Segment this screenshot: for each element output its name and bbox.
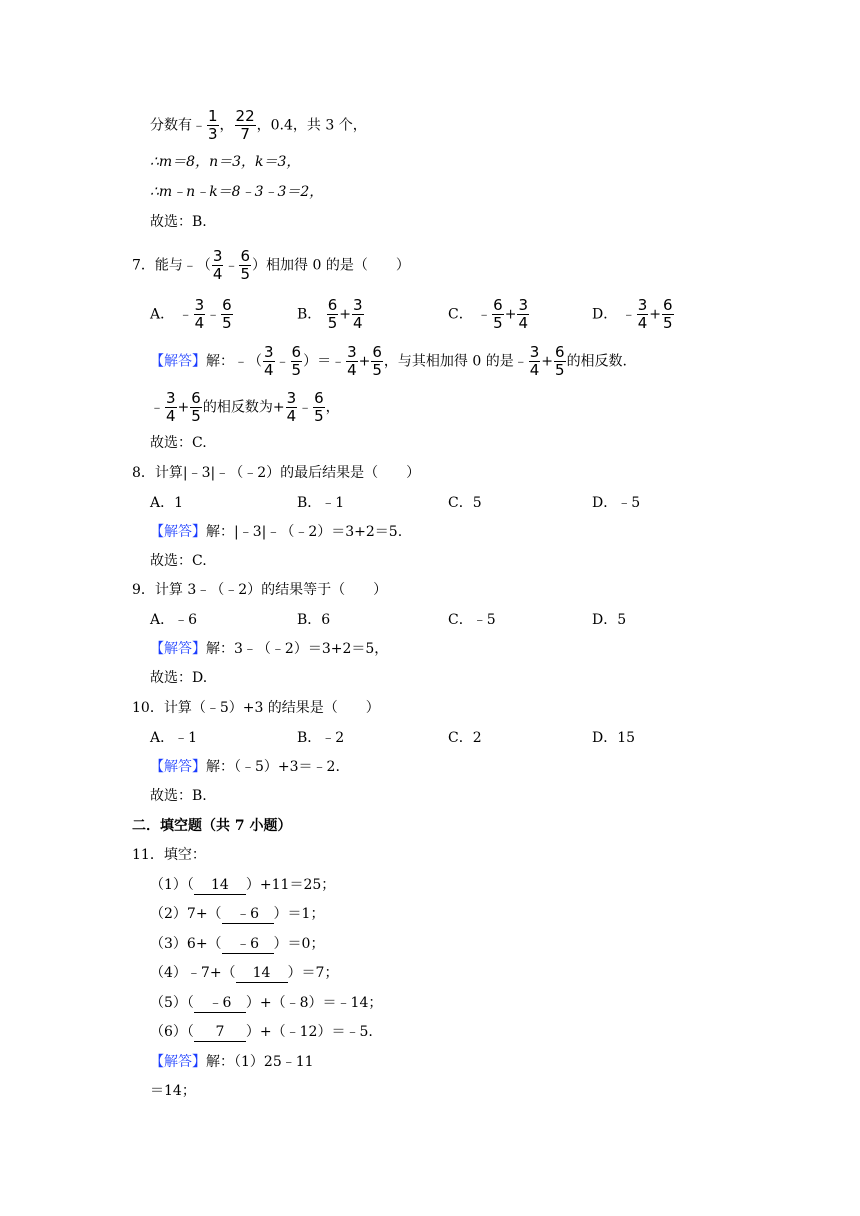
- option-a: A． ﹣ $\frac{3}{4}$ ﹣ $\frac{6}{5}$: [150, 296, 232, 332]
- fraction-one-third: $\frac{1}{3}$: [208, 107, 218, 143]
- fill-item-3: （3）6+（ ﹣6 ）＝0；: [150, 936, 325, 952]
- option-a: A．1: [150, 495, 184, 511]
- fraction-22-7: $\frac{22}{7}$: [235, 107, 255, 143]
- solution-line: ﹣ $\frac{3}{4}$ + $\frac{6}{5}$ 的相反数为+ $\frac{3}{4}$ ﹣ $\frac{6}{5}$ ，: [150, 389, 340, 425]
- answer-choice: 故选：C.: [150, 435, 207, 451]
- solution-tag: 【解答】: [150, 641, 206, 657]
- option-b: B．﹣1: [297, 495, 345, 511]
- fraction-list-line: 分数有﹣ $\frac{1}{3}$ ， $\frac{22}{7}$ ，0.4，共 3 个，: [150, 107, 367, 143]
- question-7-stem: 7．能与﹣（ $\frac{3}{4}$ ﹣ $\frac{6}{5}$ ）相加得 0 的是（ ）: [132, 247, 410, 283]
- fill-item-4: （4）﹣7+（ 14 ）＝7；: [150, 965, 339, 981]
- option-c: C．﹣5: [448, 612, 496, 628]
- option-b: B．6: [297, 612, 331, 628]
- solution-tag: 【解答】: [150, 524, 206, 540]
- answer-choice: 故选：B.: [150, 788, 207, 804]
- solution-line: 【解答】解：3﹣（﹣2）＝3+2＝5，: [150, 641, 389, 657]
- fill-item-2: （2）7+（ ﹣6 ）＝1；: [150, 906, 325, 922]
- solution-line: ∴m＝8，n＝3，k＝3，: [150, 154, 301, 170]
- fill-item-6: （6）（ 7 ）+（﹣12）＝﹣5.: [150, 1024, 373, 1040]
- option-d: D． ﹣ $\frac{3}{4}$ + $\frac{6}{5}$: [592, 296, 673, 332]
- answer-choice: 故选：B.: [150, 214, 207, 230]
- solution-line: 【解答】解：（﹣5）+3＝﹣2.: [150, 759, 340, 775]
- answer-blank: 7: [194, 1023, 246, 1042]
- solution-tag: 【解答】: [150, 759, 206, 775]
- option-c: C．5: [448, 495, 482, 511]
- option-d: D．15: [592, 730, 636, 746]
- solution-line: 【解答】解：﹣（ $\frac{3}{4}$ ﹣ $\frac{6}{5}$ ）＝﹣ $\frac{3}{4}$ + $\frac{6}{5}$ ，与其相加得 0 的是﹣ $\frac{3}{4}$ + $\frac{6}{5}$ 的相反数.: [150, 343, 628, 379]
- solution-tag: 【解答】: [150, 353, 206, 370]
- question-9-stem: 9．计算 3﹣（﹣2）的结果等于（ ）: [132, 582, 388, 598]
- option-a: A．﹣1: [150, 730, 198, 746]
- solution-tag: 【解答】: [150, 1054, 206, 1070]
- question-11-stem: 11．填空：: [132, 847, 206, 863]
- question-10-stem: 10．计算（﹣5）+3 的结果是（ ）: [132, 700, 380, 716]
- fill-item-1: （1）（ 14 ）+11＝25；: [150, 877, 336, 893]
- option-a: A．﹣6: [150, 612, 198, 628]
- solution-line: 【解答】解：（1）25﹣11: [150, 1054, 314, 1070]
- solution-line: ∴m﹣n﹣k＝8﹣3﹣3＝2，: [150, 184, 324, 200]
- answer-blank: 14: [194, 876, 246, 895]
- answer-choice: 故选：C.: [150, 553, 207, 569]
- answer-blank: 14: [236, 964, 288, 983]
- answer-blank: ﹣6: [222, 905, 274, 924]
- option-c: C．2: [448, 730, 482, 746]
- question-8-stem: 8．计算|﹣3|﹣（﹣2）的最后结果是（ ）: [132, 465, 421, 481]
- section-title: 二．填空题（共 7 小题）: [132, 818, 292, 834]
- solution-line: ＝14；: [150, 1083, 196, 1099]
- answer-blank: ﹣6: [194, 994, 246, 1013]
- option-d: D．5: [592, 612, 627, 628]
- fill-item-5: （5）（ ﹣6 ）+（﹣8）＝﹣14；: [150, 995, 383, 1011]
- answer-blank: ﹣6: [222, 935, 274, 954]
- option-d: D．﹣5: [592, 495, 641, 511]
- option-b: B． $\frac{6}{5}$ + $\frac{3}{4}$: [297, 296, 363, 332]
- answer-choice: 故选：D.: [150, 670, 208, 686]
- option-c: C． ﹣ $\frac{6}{5}$ + $\frac{3}{4}$: [448, 296, 528, 332]
- solution-line: 【解答】解：|﹣3|﹣（﹣2）＝3+2＝5.: [150, 524, 403, 540]
- option-b: B．﹣2: [297, 730, 345, 746]
